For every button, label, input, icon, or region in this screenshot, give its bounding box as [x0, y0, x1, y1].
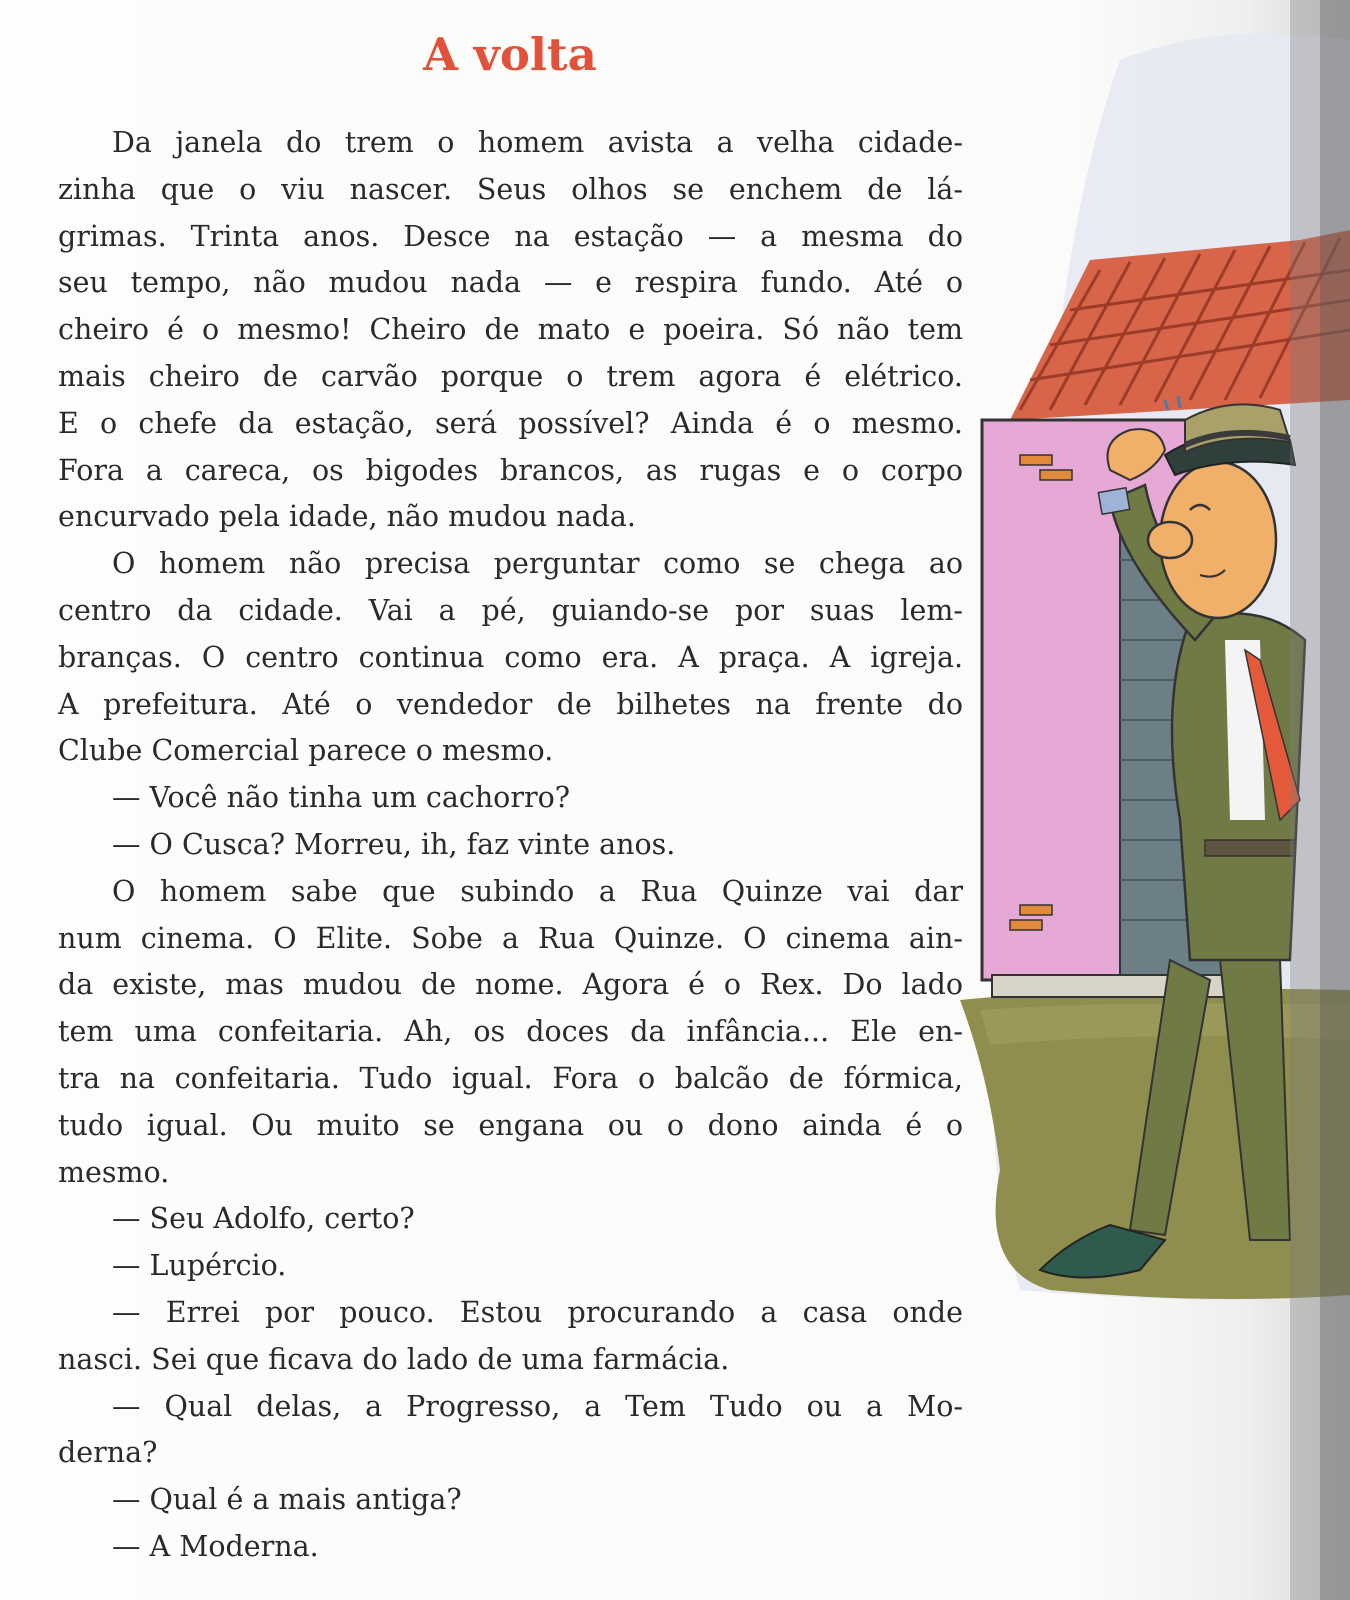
text-line: branças. O centro continua como era. A praça. A igreja. — [58, 640, 963, 674]
story-text — [58, 120, 963, 1571]
text-line: — Qual delas, a Progresso, a Tem Tudo ou a Mo- — [112, 1389, 963, 1423]
text-line: grimas. Trinta anos. Desce na estação — a mesma do — [58, 219, 963, 253]
text-line: Fora a careca, os bigodes brancos, as rugas e o corpo — [58, 453, 963, 487]
paragraph — [58, 541, 963, 775]
text-line: Da janela do trem o homem avista a velha cidade- — [112, 126, 963, 159]
dialogue-line: — Você não tinha um cachorro? — [112, 781, 571, 815]
text-line: nasci. Sei que ficava do lado de uma farmácia. — [58, 1342, 730, 1376]
text-line: centro da cidade. Vai a pé, guiando-se por suas lem- — [58, 593, 963, 627]
paragraph — [58, 1384, 963, 1478]
text-line: encurvado pela idade, não mudou nada. — [58, 500, 636, 534]
text-line: tra na confeitaria. Tudo igual. Fora o balcão de fórmica, — [58, 1061, 963, 1095]
text-line: A prefeitura. Até o vendedor de bilhetes na frente do — [58, 687, 963, 721]
text-line: mesmo. — [58, 1155, 170, 1189]
text-line: tem uma confeitaria. Ah, os doces da infância... Ele en- — [58, 1015, 963, 1049]
text-line: derna? — [58, 1436, 158, 1470]
dialogue-line: — Lupércio. — [112, 1249, 287, 1283]
man-saluting-near-house-illustration — [960, 0, 1350, 1600]
text-line: mais cheiro de carvão porque o trem agora é elétrico. — [58, 359, 963, 393]
dialogue-line: — Seu Adolfo, certo? — [112, 1202, 415, 1236]
text-line: zinha que o viu nascer. Seus olhos se enchem de lá- — [58, 172, 963, 206]
paragraph — [58, 120, 963, 541]
text-line: Clube Comercial parece o mesmo. — [58, 734, 554, 768]
dialogue-line: — Qual é a mais antiga? — [112, 1483, 462, 1517]
text-line: O homem não precisa perguntar como se chega ao — [112, 547, 963, 581]
text-line: E o chefe da estação, será possível? Ainda é o mesmo. — [58, 406, 963, 440]
paragraph — [58, 869, 963, 1197]
text-line: O homem sabe que subindo a Rua Quinze vai dar — [112, 874, 963, 908]
text-line: da existe, mas mudou de nome. Agora é o Rex. Do lado — [58, 968, 963, 1002]
dialogue-line: — O Cusca? Morreu, ih, faz vinte anos. — [112, 827, 676, 861]
text-line: tudo igual. Ou muito se engana ou o dono ainda é o — [58, 1108, 963, 1142]
text-line: cheiro é o mesmo! Cheiro de mato e poeira. Só não tem — [58, 313, 963, 347]
paragraph — [58, 1290, 963, 1384]
page-title: A volta — [423, 28, 597, 81]
text-line: seu tempo, não mudou nada — e respira fundo. Até o — [58, 266, 963, 300]
text-line: — Errei por pouco. Estou procurando a casa onde — [112, 1295, 963, 1329]
dialogue-line: — A Moderna. — [112, 1529, 319, 1563]
text-line: num cinema. O Elite. Sobe a Rua Quinze. O cinema ain- — [58, 921, 963, 955]
